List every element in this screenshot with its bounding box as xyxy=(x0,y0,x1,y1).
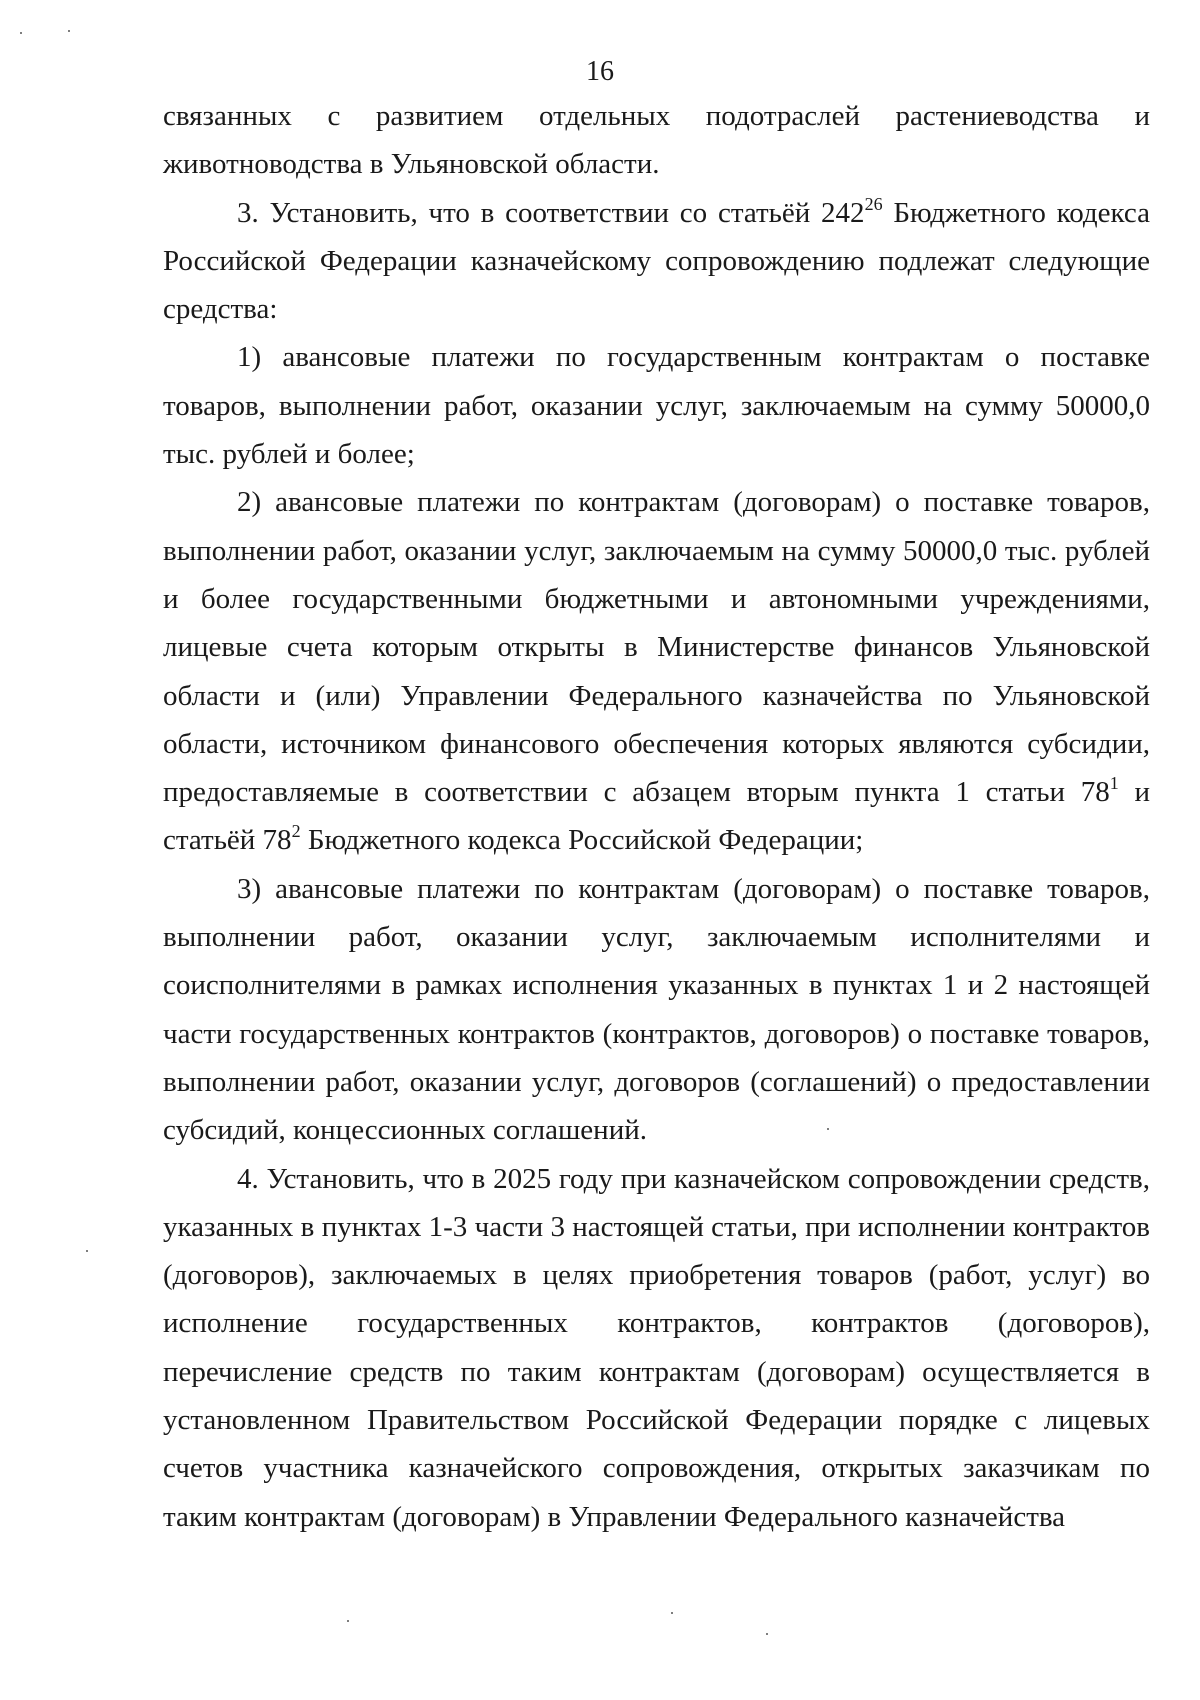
scan-speck xyxy=(827,1128,829,1130)
page-number: 16 xyxy=(586,56,614,87)
paragraph-subitem-1: 1) авансовые платежи по государственным контрактам о поставке товаров, выполнении работ, оказании услуг, заключаемым на сумму 50000,0 тыс. рублей и более; xyxy=(163,341,1150,471)
paragraph-item-4: 4. Установить, что в 2025 году при казначейском сопровождении средств, указанных в пунктах 1-3 части 3 настоящей статьи, при исполнении контрактов (договоров), заключаемых в целях приобретения товаров (работ, услуг) во исполнение государственных контрактов, контрактов (договоров), перечисление средств по таким контрактам (договорам) осуществляется в установленном Правительством Российской Федерации порядке с лицевых счетов участника казначейского сопровождения, открытых заказчикам по таким контрактам (договорам) в Управлении Федерального казначейства xyxy=(163,1162,1150,1533)
scan-speck xyxy=(86,1250,88,1252)
superscript: 26 xyxy=(864,193,883,214)
paragraph-subitem-2 xyxy=(163,478,1150,864)
scan-speck xyxy=(671,1612,673,1614)
paragraph-text: 2) авансовые платежи по контрактам (договорам) о поставке товаров, выполнении работ, оказании услуг, заключаемым на сумму 50000,0 тыс. рублей и более государственными бюджетными и автономными учреждениями, лицевые счета которым открыты в Министерстве финансов Ульяновской области и (или) Управлении Федерального казначейства по Ульяновской области, источником финансового обеспечения которых являются субсидии, предоставляемые в соответствии с абзацем вторым пункта 1 статьи 78 xyxy=(163,486,1150,809)
paragraph-item-3 xyxy=(163,189,1150,334)
paragraph-subitem-3: 3) авансовые платежи по контрактам (договорам) о поставке товаров, выполнении работ, оказании услуг, заключаемым исполнителями и соисполнителями в рамках исполнения указанных в пунктах 1 и 2 настоящей части государственных контрактов (контрактов, договоров) о поставке товаров, выполнении работ, оказании услуг, договоров (соглашений) о предоставлении субсидий, концессионных соглашений. xyxy=(163,872,1150,1147)
paragraph-text: Бюджетного кодекса Российской Федерации казначейскому сопровождению подлежат следующие средства: xyxy=(163,196,1150,326)
superscript: 1 xyxy=(1109,773,1119,794)
paragraph-text: Бюджетного кодекса Российской Федерации; xyxy=(300,824,864,857)
superscript: 2 xyxy=(291,821,301,842)
scan-speck xyxy=(20,32,22,34)
scan-speck xyxy=(347,1620,349,1622)
scan-speck xyxy=(766,1633,768,1635)
paragraph-continuation: связанных с развитием отдельных подотраслей растениеводства и животноводства в Ульяновской области. xyxy=(163,100,1150,181)
paragraph-text: 3. Установить, что в соответствии со статьёй 242 xyxy=(237,196,865,229)
scan-speck xyxy=(68,30,70,32)
paragraph-text: и статьёй 78 xyxy=(163,776,1150,857)
document-body xyxy=(163,92,1150,1541)
